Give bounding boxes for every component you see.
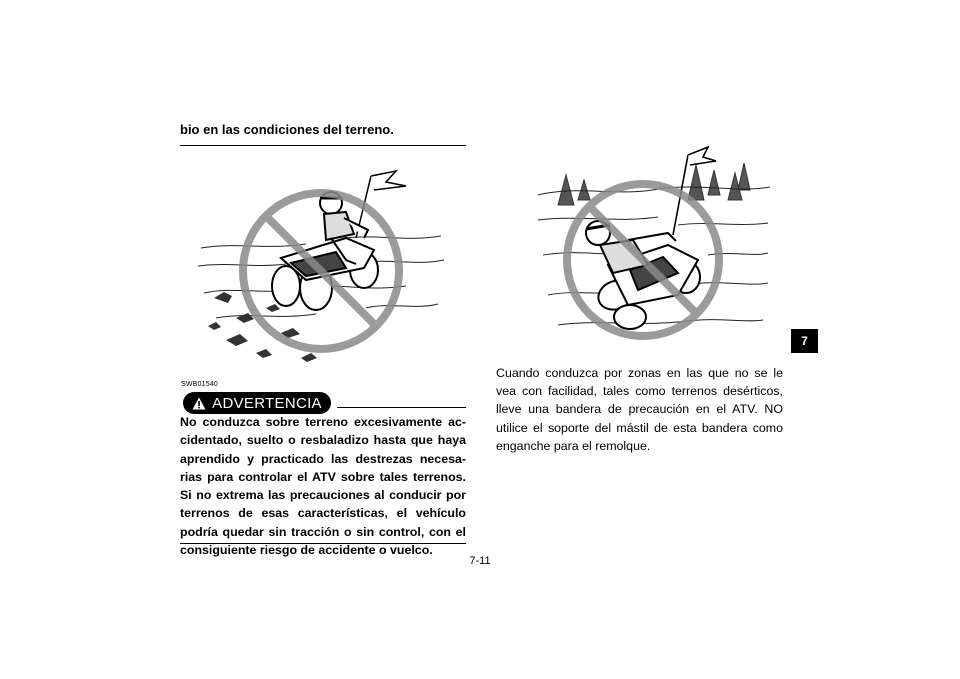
- warning-label: ADVERTENCIA: [212, 394, 322, 412]
- section-heading: bio en las condiciones del terreno.: [180, 122, 394, 137]
- page-number: 7-11: [469, 555, 491, 567]
- warning-bottom-rule: [180, 543, 466, 544]
- warning-code: SWB01540: [181, 381, 219, 388]
- flag-instructions-paragraph: Cuando conduzca por zonas en las que no se le vea con facilidad, tales como terrenos desérticos, lleve una bandera de precaución en el ATV. NO utilice el soporte del mástil de esta bandera como enganche para el remolque.: [496, 366, 783, 453]
- warning-triangle-icon: [192, 397, 206, 410]
- warning-text: No conduzca sobre terreno excesivamente ac- cidentado, suelto o resbaladizo hasta que haya aprendido y practicado las destrezas necesa- rias para controlar el ATV sobre tales terrenos. Si no extrema las precauciones al conducir por terrenos de esas características, el vehículo podría quedar sin tracción o sin control, con el consiguiente riesgo de accidente o vuelco.: [180, 415, 466, 558]
- heading-rule: [180, 145, 466, 146]
- rough-terrain-prohibited-illustration: [196, 168, 446, 373]
- chapter-tab: 7: [791, 329, 818, 353]
- warning-top-rule: [337, 407, 466, 408]
- warning-badge: [183, 392, 331, 414]
- desert-flag-prohibited-illustration: [538, 145, 770, 345]
